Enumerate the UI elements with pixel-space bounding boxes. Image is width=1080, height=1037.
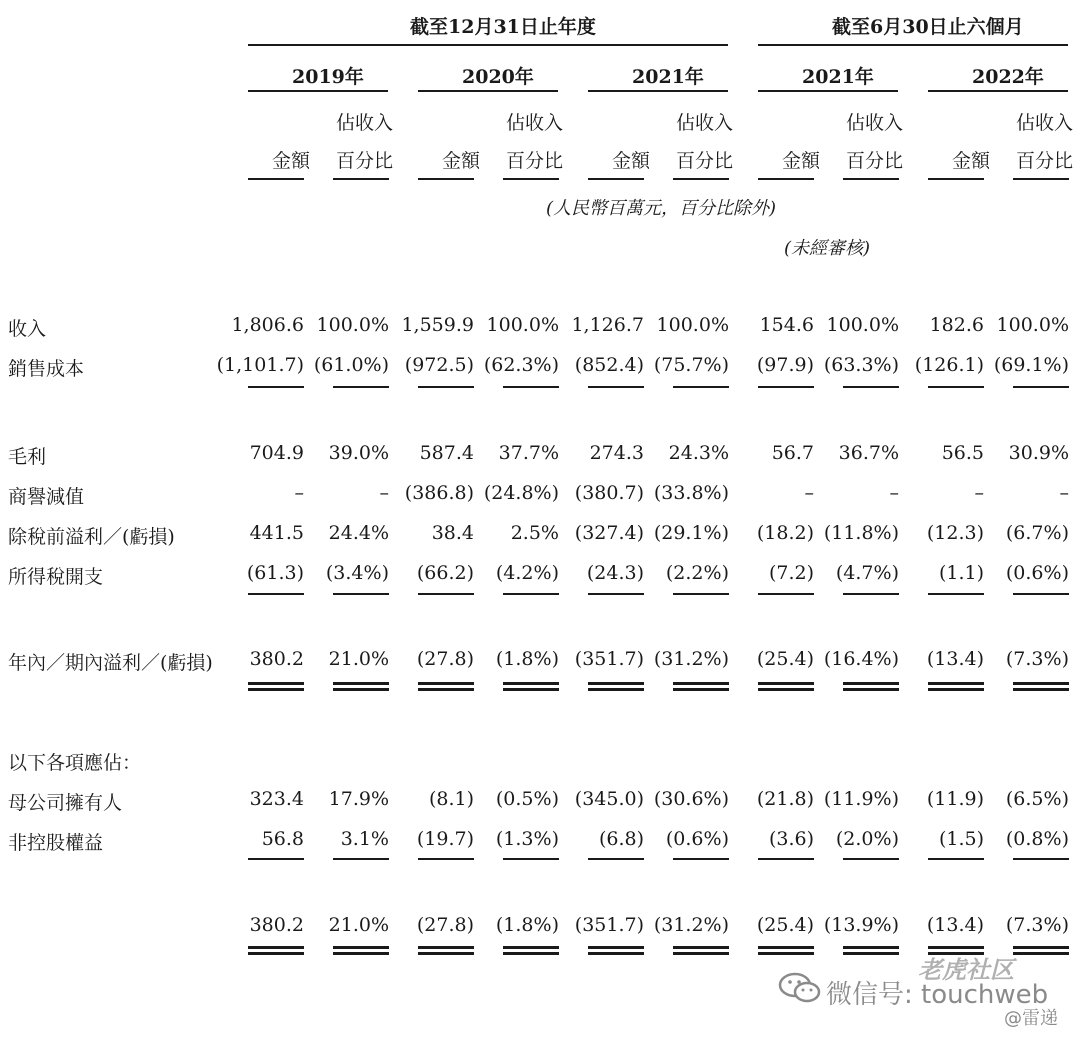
total-double-rule <box>503 682 559 691</box>
year-rule <box>248 90 388 92</box>
row-label: 所得稅開支 <box>8 566 104 588</box>
table-cell: (31.2%) <box>653 914 729 936</box>
subtotal-rule <box>673 858 729 860</box>
subtotal-rule <box>1013 593 1069 595</box>
table-cell: (4.2%) <box>495 562 559 584</box>
table-cell: (351.7) <box>574 648 644 670</box>
col-pct-header: 百分比 <box>336 150 394 172</box>
table-cell: 100.0% <box>316 314 389 336</box>
year-header: 2019年 <box>292 66 364 88</box>
table-cell: (7.3%) <box>1005 648 1069 670</box>
table-cell: (2.2%) <box>665 562 729 584</box>
table-cell: 38.4 <box>431 522 474 544</box>
subtotal-rule <box>503 593 559 595</box>
table-cell: (345.0) <box>574 788 644 810</box>
subtotal-rule <box>1013 858 1069 860</box>
subtotal-rule <box>588 858 644 860</box>
table-cell: 30.9% <box>1008 442 1069 464</box>
table-cell: (0.6%) <box>1005 562 1069 584</box>
table-cell: 56.7 <box>771 442 814 464</box>
table-cell: 441.5 <box>249 522 304 544</box>
total-double-rule <box>248 682 304 691</box>
table-cell: 17.9% <box>328 788 389 810</box>
subtotal-rule <box>843 593 899 595</box>
year-rule <box>418 90 558 92</box>
col-header-rule <box>673 178 729 180</box>
total-double-rule <box>248 946 304 955</box>
table-cell: – <box>1059 482 1069 504</box>
table-cell: (1,101.7) <box>216 354 304 376</box>
subtotal-rule <box>928 386 984 388</box>
total-double-rule <box>843 682 899 691</box>
watermark-sub: @雷递 <box>1004 1008 1058 1029</box>
col-amount-header: 金額 <box>272 150 311 172</box>
table-cell: (2.0%) <box>835 828 899 850</box>
table-cell: (386.8) <box>404 482 474 504</box>
table-cell: (61.3) <box>246 562 304 584</box>
table-cell: (6.8) <box>598 828 644 850</box>
table-cell: 380.2 <box>249 648 304 670</box>
watermark-wechat-id: 微信号: touchweb <box>826 980 1049 1010</box>
row-label: 年內／期內溢利／(虧損) <box>8 652 213 674</box>
table-cell: (61.0%) <box>313 354 389 376</box>
table-cell: (25.4) <box>756 914 814 936</box>
table-cell: 100.0% <box>486 314 559 336</box>
row-label: 除稅前溢利／(虧損) <box>8 526 175 548</box>
table-cell: 37.7% <box>498 442 559 464</box>
subtotal-rule <box>758 386 814 388</box>
year-header: 2020年 <box>462 66 534 88</box>
year-rule <box>758 90 898 92</box>
table-cell: (1.1) <box>938 562 984 584</box>
col-pct-header: 佔收入 <box>336 112 394 134</box>
col-pct-header: 佔收入 <box>846 112 904 134</box>
table-cell: (0.6%) <box>665 828 729 850</box>
table-cell: (327.4) <box>574 522 644 544</box>
col-pct-header: 佔收入 <box>676 112 734 134</box>
subtotal-rule <box>248 386 304 388</box>
table-cell: 323.4 <box>249 788 304 810</box>
unaudited-note: (未經審核) <box>784 238 871 259</box>
total-double-rule <box>758 946 814 955</box>
year-header: 2021年 <box>802 66 874 88</box>
row-label: 收入 <box>8 318 47 340</box>
subtotal-rule <box>928 593 984 595</box>
table-cell: (18.2) <box>756 522 814 544</box>
subtotal-rule <box>503 858 559 860</box>
subtotal-rule <box>673 593 729 595</box>
table-cell: (8.1) <box>428 788 474 810</box>
table-cell: (351.7) <box>574 914 644 936</box>
year-rule <box>588 90 728 92</box>
subtotal-rule <box>588 386 644 388</box>
col-header-rule <box>503 178 559 180</box>
watermark-brand: 老虎社区 <box>918 956 1014 984</box>
header-halfyear-group: 截至6月30日止六個月 <box>832 16 1024 38</box>
subtotal-rule <box>333 593 389 595</box>
subtotal-rule <box>418 858 474 860</box>
col-amount-header: 金額 <box>782 150 821 172</box>
table-cell: – <box>379 482 389 504</box>
table-cell: (11.8%) <box>823 522 899 544</box>
table-cell: (7.3%) <box>1005 914 1069 936</box>
table-cell: (6.7%) <box>1005 522 1069 544</box>
subtotal-rule <box>418 386 474 388</box>
subtotal-rule <box>333 386 389 388</box>
row-label: 母公司擁有人 <box>8 792 123 814</box>
table-cell: (972.5) <box>404 354 474 376</box>
table-cell: (13.4) <box>926 914 984 936</box>
table-cell: (7.2) <box>768 562 814 584</box>
col-header-rule <box>843 178 899 180</box>
table-cell: (29.1%) <box>653 522 729 544</box>
table-cell: (1.8%) <box>495 914 559 936</box>
table-cell: (63.3%) <box>823 354 899 376</box>
table-cell: 380.2 <box>249 914 304 936</box>
table-cell: (0.8%) <box>1005 828 1069 850</box>
table-cell: (27.8) <box>416 648 474 670</box>
wechat-icon <box>778 971 822 1005</box>
total-double-rule <box>418 946 474 955</box>
total-double-rule <box>588 946 644 955</box>
table-cell: (19.7) <box>416 828 474 850</box>
table-cell: (25.4) <box>756 648 814 670</box>
table-cell: (126.1) <box>914 354 984 376</box>
table-cell: (1.5) <box>938 828 984 850</box>
row-label: 銷售成本 <box>8 358 85 380</box>
header-year-group: 截至12月31日止年度 <box>410 16 596 38</box>
subtotal-rule <box>333 858 389 860</box>
total-double-rule <box>758 682 814 691</box>
table-cell: – <box>974 482 984 504</box>
col-header-rule <box>928 178 984 180</box>
table-cell: 56.8 <box>261 828 304 850</box>
row-label: 商譽減值 <box>8 486 85 508</box>
total-double-rule <box>673 946 729 955</box>
table-cell: 100.0% <box>826 314 899 336</box>
col-pct-header: 佔收入 <box>506 112 564 134</box>
table-cell: 24.4% <box>328 522 389 544</box>
total-double-rule <box>843 946 899 955</box>
table-cell: (16.4%) <box>823 648 899 670</box>
subtotal-rule <box>928 858 984 860</box>
table-cell: (33.8%) <box>653 482 729 504</box>
table-cell: (30.6%) <box>653 788 729 810</box>
table-cell: (1.8%) <box>495 648 559 670</box>
table-cell: 56.5 <box>941 442 984 464</box>
table-cell: 2.5% <box>510 522 559 544</box>
table-cell: (4.7%) <box>835 562 899 584</box>
table-cell: (62.3%) <box>483 354 559 376</box>
table-cell: 182.6 <box>929 314 984 336</box>
total-double-rule <box>1013 946 1069 955</box>
table-cell: 3.1% <box>340 828 389 850</box>
table-cell: (21.8) <box>756 788 814 810</box>
table-cell: 704.9 <box>249 442 304 464</box>
subtotal-rule <box>758 858 814 860</box>
subtotal-rule <box>843 386 899 388</box>
subtotal-rule <box>673 386 729 388</box>
unit-note: (人民幣百萬元，百分比除外) <box>546 198 777 219</box>
col-pct-header: 百分比 <box>1016 150 1074 172</box>
total-double-rule <box>503 946 559 955</box>
table-cell: 24.3% <box>668 442 729 464</box>
col-pct-header: 百分比 <box>676 150 734 172</box>
subtotal-rule <box>1013 386 1069 388</box>
col-header-rule <box>418 178 474 180</box>
table-cell: 100.0% <box>656 314 729 336</box>
row-label: 毛利 <box>8 446 47 468</box>
subtotal-rule <box>248 858 304 860</box>
year-header: 2022年 <box>972 66 1044 88</box>
col-header-rule <box>333 178 389 180</box>
year-rule <box>928 90 1068 92</box>
table-cell: 274.3 <box>589 442 644 464</box>
col-header-rule <box>248 178 304 180</box>
col-pct-header: 百分比 <box>506 150 564 172</box>
table-cell: 21.0% <box>328 914 389 936</box>
table-cell: (3.4%) <box>325 562 389 584</box>
total-double-rule <box>588 682 644 691</box>
subtotal-rule <box>503 386 559 388</box>
total-double-rule <box>928 682 984 691</box>
table-cell: (0.5%) <box>495 788 559 810</box>
table-cell: (380.7) <box>574 482 644 504</box>
table-cell: – <box>889 482 899 504</box>
table-cell: 1,126.7 <box>571 314 644 336</box>
table-cell: (13.4) <box>926 648 984 670</box>
header-rule <box>758 44 1068 46</box>
table-cell: (12.3) <box>926 522 984 544</box>
subtotal-rule <box>588 593 644 595</box>
table-cell: (852.4) <box>574 354 644 376</box>
total-double-rule <box>333 682 389 691</box>
table-cell: 154.6 <box>759 314 814 336</box>
total-double-rule <box>333 946 389 955</box>
subtotal-rule <box>418 593 474 595</box>
table-cell: 39.0% <box>328 442 389 464</box>
subtotal-rule <box>843 858 899 860</box>
col-amount-header: 金額 <box>952 150 991 172</box>
col-pct-header: 百分比 <box>846 150 904 172</box>
total-double-rule <box>1013 682 1069 691</box>
header-rule <box>248 44 728 46</box>
table-cell: 1,806.6 <box>231 314 304 336</box>
subtotal-rule <box>758 593 814 595</box>
table-cell: (3.6) <box>768 828 814 850</box>
table-cell: (31.2%) <box>653 648 729 670</box>
col-header-rule <box>758 178 814 180</box>
table-cell: (27.8) <box>416 914 474 936</box>
table-cell: (6.5%) <box>1005 788 1069 810</box>
table-cell: (69.1%) <box>993 354 1069 376</box>
table-cell: – <box>804 482 814 504</box>
table-cell: 36.7% <box>838 442 899 464</box>
total-double-rule <box>418 682 474 691</box>
table-cell: 100.0% <box>996 314 1069 336</box>
table-cell: (13.9%) <box>823 914 899 936</box>
col-pct-header: 佔收入 <box>1016 112 1074 134</box>
col-amount-header: 金額 <box>442 150 481 172</box>
subtotal-rule <box>248 593 304 595</box>
table-cell: (97.9) <box>756 354 814 376</box>
row-label: 以下各項應佔： <box>8 752 142 774</box>
col-amount-header: 金額 <box>612 150 651 172</box>
table-cell: (11.9%) <box>823 788 899 810</box>
table-cell: (11.9) <box>926 788 984 810</box>
table-cell: (75.7%) <box>653 354 729 376</box>
table-cell: (1.3%) <box>495 828 559 850</box>
table-cell: – <box>294 482 304 504</box>
table-cell: (24.3) <box>586 562 644 584</box>
col-header-rule <box>588 178 644 180</box>
total-double-rule <box>673 682 729 691</box>
year-header: 2021年 <box>632 66 704 88</box>
row-label: 非控股權益 <box>8 832 104 854</box>
col-header-rule <box>1013 178 1069 180</box>
table-cell: (24.8%) <box>483 482 559 504</box>
table-cell: 1,559.9 <box>401 314 474 336</box>
table-cell: 587.4 <box>419 442 474 464</box>
table-cell: (66.2) <box>416 562 474 584</box>
table-cell: 21.0% <box>328 648 389 670</box>
